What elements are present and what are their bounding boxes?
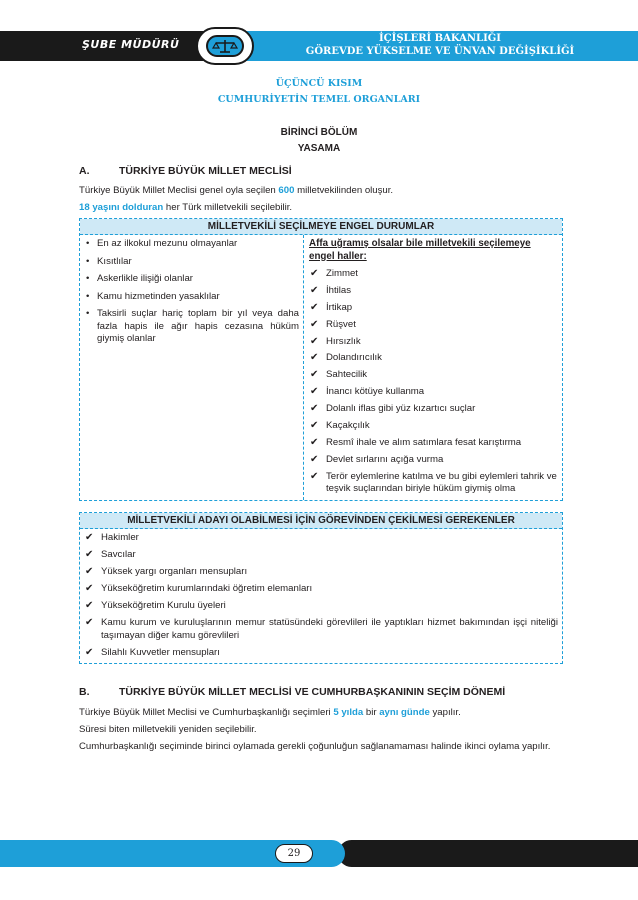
checkmark-icon: ✔ (310, 420, 319, 432)
checkmark-icon: ✔ (85, 617, 94, 629)
checkmark-icon: ✔ (310, 453, 319, 465)
list-item-text: Kamu kurum ve kuruluşlarının memur statüsündeki görevlileri ile yaptıkları hizmet bakımından işçi niteliği taşımayan diğer kamu görevlileri (101, 617, 558, 641)
part-title: ÜÇÜNCÜ KISIM (275, 78, 363, 89)
section-b-title: TÜRKİYE BÜYÜK MİLLET MECLİSİ VE CUMHURBAŞKANININ SEÇİM DÖNEMİ (119, 686, 506, 698)
list-item-text: Terör eylemlerine katılma ve bu gibi eylemleri tahrik ve teşvik suçlarından biriyle hüküm giymiş olma (326, 470, 557, 495)
text-run: Türkiye Büyük Millet Meclisi ve Cumhurbaşkanlığı seçimleri (79, 707, 334, 718)
section-b-paragraph-2: Süresi biten milletvekili yeniden seçilebilir. (79, 724, 257, 735)
footer-bar-black (338, 840, 638, 867)
section-a-title: TÜRKİYE BÜYÜK MİLLET MECLİSİ (119, 165, 292, 177)
table-ineligibility-right-column (304, 235, 562, 500)
section-b-heading (79, 686, 505, 698)
bullet-icon: • (86, 308, 90, 319)
list-item (84, 256, 299, 269)
highlight-term: 5 yılda (333, 707, 364, 718)
list-item (309, 454, 558, 467)
checkmark-icon: ✔ (310, 284, 319, 296)
list-item (84, 566, 558, 579)
list-item-text: Kamu hizmetinden yasaklılar (97, 290, 220, 302)
list-item (309, 420, 558, 433)
list-item (309, 437, 558, 450)
text-run: her Türk milletvekili seçilebilir. (163, 202, 293, 213)
section-a-paragraph-1 (79, 184, 563, 197)
list-item-text: Devlet sırlarını açığa vurma (326, 453, 444, 465)
right-column-heading: Affa uğramış olsalar bile milletvekili seçilemeye engel haller: (309, 238, 531, 262)
chapter-title: BİRİNCİ BÖLÜM (280, 127, 358, 138)
list-item-text: Askerlikle ilişiği olanlar (97, 273, 193, 284)
checkmark-icon: ✔ (85, 532, 94, 543)
header-left-title: ŞUBE MÜDÜRÜ (82, 38, 180, 51)
checkmark-icon: ✔ (85, 647, 94, 659)
checkmark-icon: ✔ (310, 386, 319, 398)
list-item-text: Sahtecilik (326, 369, 368, 381)
checkmark-icon: ✔ (310, 335, 319, 347)
header-exam-title: GÖREVDE YÜKSELME VE ÜNVAN DEĞİŞİKLİĞİ (305, 46, 575, 57)
list-item (309, 285, 558, 298)
list-item (84, 238, 299, 251)
highlight-same-day: aynı günde (379, 707, 430, 718)
highlight-seat-count: 600 (278, 185, 295, 196)
list-item (84, 647, 558, 660)
bullet-icon: • (86, 255, 90, 267)
list-item-text: Rüşvet (326, 318, 356, 330)
part-subtitle: CUMHURİYETİN TEMEL ORGANLARI (217, 94, 421, 105)
list-item-text: Kaçakçılık (326, 420, 370, 432)
checkmark-icon: ✔ (310, 301, 319, 313)
page-number: 29 (275, 844, 313, 863)
section-a-letter: A. (79, 165, 90, 177)
list-item (84, 308, 299, 346)
section-b-paragraph-1 (79, 706, 563, 719)
list-item (84, 273, 299, 286)
list-item-text: İrtikap (326, 301, 353, 313)
list-item-text: En az ilkokul mezunu olmayanlar (97, 238, 238, 249)
checkmark-icon: ✔ (310, 436, 319, 448)
list-item-text: Zimmet (326, 268, 358, 279)
bullet-icon: • (86, 273, 90, 284)
checkmark-icon: ✔ (310, 470, 319, 482)
list-item-text: Yükseköğretim Kurulu üyeleri (101, 600, 226, 612)
highlight-age: 18 yaşını dolduran (79, 202, 164, 213)
checkmark-icon: ✔ (85, 566, 94, 578)
list-item-text: Hakimler (101, 532, 139, 543)
section-b-letter: B. (79, 686, 90, 698)
list-item (309, 352, 558, 365)
table-resignation-required (79, 512, 563, 664)
list-item-text: Savcılar (101, 549, 136, 561)
text-run: bir (363, 707, 380, 718)
bullet-icon: • (86, 290, 90, 302)
list-item-text: Taksirli suçlar hariç toplam bir yıl veya daha fazla hapis ile ağır hapis cezasına hüküm giymiş olanlar (97, 308, 299, 344)
checkmark-icon: ✔ (310, 352, 319, 364)
list-item (84, 532, 558, 545)
section-a-heading (79, 165, 292, 177)
table-ineligibility (79, 218, 563, 501)
list-item-text: Kısıtlılar (97, 255, 132, 267)
list-item (309, 386, 558, 399)
list-item-text: Yüksek yargı organları mensupları (101, 566, 248, 578)
checkmark-icon: ✔ (310, 318, 319, 330)
checkmark-icon: ✔ (310, 268, 319, 279)
list-item (309, 369, 558, 382)
bullet-icon: • (86, 238, 90, 249)
header-right-titles (270, 32, 610, 58)
list-item-text: Hırsızlık (326, 335, 361, 347)
section-a-paragraph-2 (79, 201, 563, 214)
checkmark-icon: ✔ (310, 403, 319, 415)
text-run: milletvekilinden oluşur. (294, 185, 394, 196)
scales-of-justice-icon (206, 35, 244, 57)
list-item-text: İnancı kötüye kullanma (326, 386, 425, 398)
list-item-text: Silahlı Kuvvetler mensupları (101, 647, 220, 659)
list-item (309, 403, 558, 416)
list-item-text: Dolandırıcılık (326, 352, 382, 364)
checkmark-icon: ✔ (85, 583, 94, 595)
list-item (84, 583, 558, 596)
header-logo (196, 27, 254, 65)
section-b-paragraph-3: Cumhurbaşkanlığı seçiminde birinci oylamada gerekli çoğunluğun sağlanamaması halinde ikinci oylama yapılır. (79, 741, 551, 752)
table-resignation-body (80, 529, 562, 663)
checkmark-icon: ✔ (310, 369, 319, 381)
table-resignation-header: MİLLETVEKİLİ ADAYI OLABİLMESİ İÇİN GÖREVİNDEN ÇEKİLMESİ GEREKENLER (80, 513, 562, 529)
list-item-text: Dolanlı iflas gibi yüz kızartıcı suçlar (326, 403, 476, 415)
text-run: yapılır. (429, 707, 461, 718)
list-item (309, 471, 558, 496)
list-item (84, 549, 558, 562)
list-item (84, 617, 558, 642)
checkmark-icon: ✔ (85, 549, 94, 561)
table-ineligibility-left-column (80, 235, 304, 500)
list-item (84, 291, 299, 304)
header-ministry: İÇİŞLERİ BAKANLIĞI (379, 33, 501, 44)
list-item (309, 268, 558, 281)
list-item-text: Yükseköğretim kurumlarındaki öğretim elemanları (101, 583, 313, 595)
checkmark-icon: ✔ (85, 600, 94, 612)
list-item (309, 336, 558, 349)
list-item-text: Resmî ihale ve alım satımlara fesat karıştırma (326, 436, 522, 448)
chapter-subtitle: YASAMA (297, 143, 341, 154)
table-ineligibility-header: MİLLETVEKİLİ SEÇİLMEYE ENGEL DURUMLAR (80, 219, 562, 235)
list-item (309, 302, 558, 315)
list-item (309, 319, 558, 332)
text-run: Türkiye Büyük Millet Meclisi genel oyla seçilen (79, 185, 279, 196)
list-item (84, 600, 558, 613)
list-item-text: İhtilas (326, 284, 352, 296)
